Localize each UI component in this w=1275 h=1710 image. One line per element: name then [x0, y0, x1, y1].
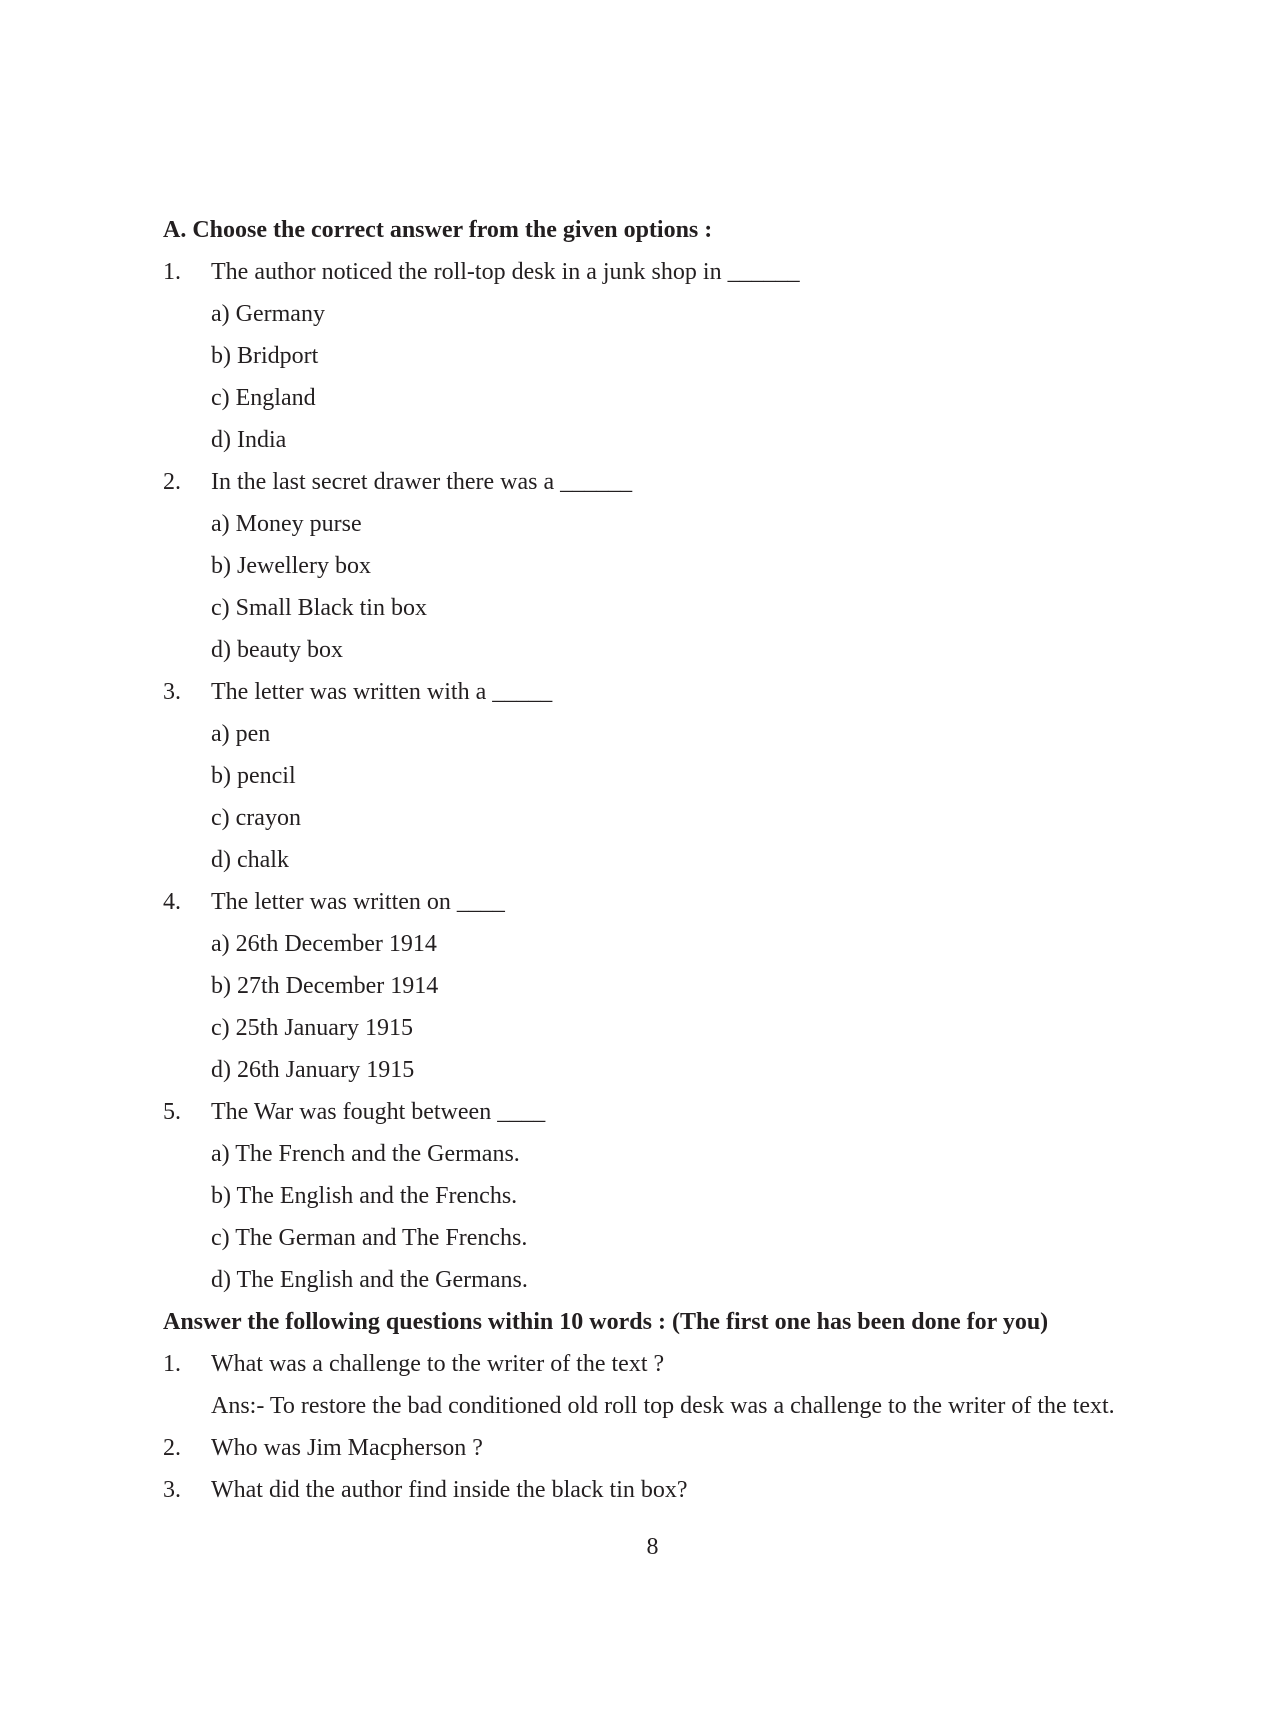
answer-option: b) The English and the Frenchs. [211, 1183, 518, 1209]
answer-option: c) Small Black tin box [211, 595, 427, 621]
question-text: Who was Jim Macpherson ? [211, 1435, 483, 1461]
answer-option: d) 26th January 1915 [211, 1057, 415, 1083]
question-number: 2. [163, 469, 181, 495]
answer-option: a) Money purse [211, 511, 362, 537]
question-text: What did the author find inside the black tin box? [211, 1477, 688, 1503]
question-number: 1. [163, 1351, 181, 1377]
answer-option: c) The German and The Frenchs. [211, 1225, 528, 1251]
answer-option: a) Germany [211, 301, 325, 327]
answer-option: d) The English and the Germans. [211, 1267, 528, 1293]
answer-option: a) 26th December 1914 [211, 931, 437, 957]
answer-option: b) pencil [211, 763, 296, 789]
question-text: The author noticed the roll-top desk in a junk shop in ______ [211, 259, 800, 285]
sample-answer: Ans:- To restore the bad conditioned old roll top desk was a challenge to the writer of the text. [211, 1393, 1115, 1419]
answer-option: a) pen [211, 721, 271, 747]
section-a-heading: A. Choose the correct answer from the given options : [163, 217, 713, 243]
answer-option: c) 25th January 1915 [211, 1015, 413, 1041]
answer-option: b) Bridport [211, 343, 319, 369]
question-text: In the last secret drawer there was a ______ [211, 469, 633, 495]
answer-option: b) 27th December 1914 [211, 973, 439, 999]
answer-option: b) Jewellery box [211, 553, 371, 579]
answer-option: c) crayon [211, 805, 301, 831]
question-number: 1. [163, 259, 181, 285]
section-b-heading: Answer the following questions within 10 words : (The first one has been done for you) [163, 1309, 1049, 1335]
answer-option: d) chalk [211, 847, 289, 873]
answer-option: a) The French and the Germans. [211, 1141, 520, 1167]
answer-option: d) India [211, 427, 287, 453]
question-text: The War was fought between ____ [211, 1099, 546, 1125]
question-number: 2. [163, 1435, 181, 1461]
question-number: 5. [163, 1099, 181, 1125]
question-number: 3. [163, 679, 181, 705]
page-number: 8 [646, 1534, 659, 1560]
answer-option: d) beauty box [211, 637, 343, 663]
question-text: The letter was written with a _____ [211, 679, 553, 705]
question-number: 3. [163, 1477, 181, 1503]
answer-option: c) England [211, 385, 316, 411]
question-number: 4. [163, 889, 181, 915]
question-text: The letter was written on ____ [211, 889, 505, 915]
question-text: What was a challenge to the writer of the text ? [211, 1351, 665, 1377]
